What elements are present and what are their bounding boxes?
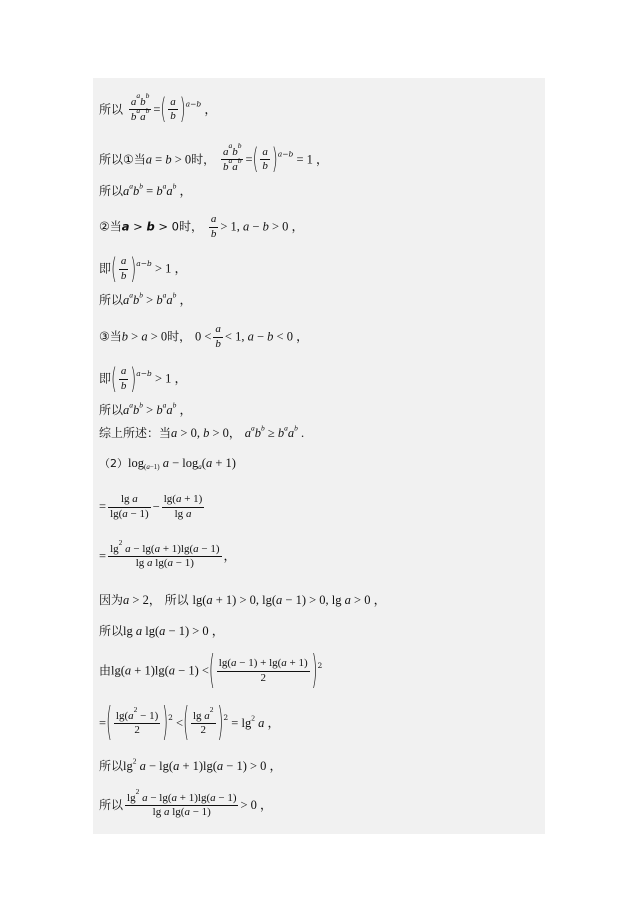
math-line: 综上所述：当a > 0, b > 0， $a^ab^b \ge b^aa^b$ . xyxy=(99,423,305,440)
math-line: 即( $\frac{a}{b}$ )$^{a-b}$ > 1 ， xyxy=(99,250,188,286)
math-line: = $\frac{\text{lg a}}{\lg(a - 1)}$ − $\frac{\lg(a + 1)}{\text{lg a}}$ xyxy=(99,493,203,520)
math-line: $(2)\log_{(a-1)}$ $a - \log_a(a + 1)$ xyxy=(99,456,236,472)
math-line: =( $\frac{\lg(a^2 - 1)}{2}$ )$^2$ <( $\frac{\lg a^2}{2}$ )$^2 = \lg^2 a$ ， xyxy=(99,698,280,746)
math-line: ③当b > a > 0时， 0 < $\frac{a}{b}$ < 1, a − b < 0 ， xyxy=(99,323,309,350)
math-line: 所以 $\frac{\lg^2 a - \lg(a + 1)\lg(a - 1)}{\text{lg a lg(a − 1)}}$ > 0 ， xyxy=(99,787,273,819)
math-line: 由lg(a + 1)lg(a − 1) <( $\frac{\lg(a - 1) + \lg(a + 1)}{2}$ )$^2$ xyxy=(99,646,323,694)
math-line: 所以$a^ab^b = b^aa^b$ ， xyxy=(99,181,192,198)
math-line: 所以 $\frac{a^ab^b}{b^aa^b}$ =( $\frac{a}{b}$ )$^{a-b}$ ， xyxy=(99,91,217,126)
math-line: 所以①当a = b > 0时， $\frac{a^ab^b}{b^aa^b}$ =( $\frac{a}{b}$ )$^{a-b}$ = 1 ， xyxy=(99,141,329,176)
math-line: 所以$a^ab^b > b^aa^b$ ， xyxy=(99,400,192,417)
document-page xyxy=(93,78,545,834)
math-line: = $\frac{\lg^2 a - \lg(a + 1)\lg(a - 1)}{\text{lg a lg(a − 1)}}$ ， xyxy=(99,538,237,570)
math-line: 所以lg a lg(a − 1) > 0 ， xyxy=(99,624,225,638)
math-line: ②当a > b > 0时， $\frac{a}{b}$ > 1, a − b > 0 ， xyxy=(99,213,305,240)
math-line: 所以$a^ab^b > b^aa^b$ ， xyxy=(99,290,192,307)
math-line: 所以$\lg^2 a - \lg(a + 1)\lg(a - 1) > 0$ ， xyxy=(99,756,283,773)
math-line: 因为a > 2， 所以 lg(a + 1) > 0, lg(a − 1) > 0, lg a > 0 ， xyxy=(99,593,387,607)
math-line: 即( $\frac{a}{b}$ )$^{a-b}$ > 1 ， xyxy=(99,360,188,396)
